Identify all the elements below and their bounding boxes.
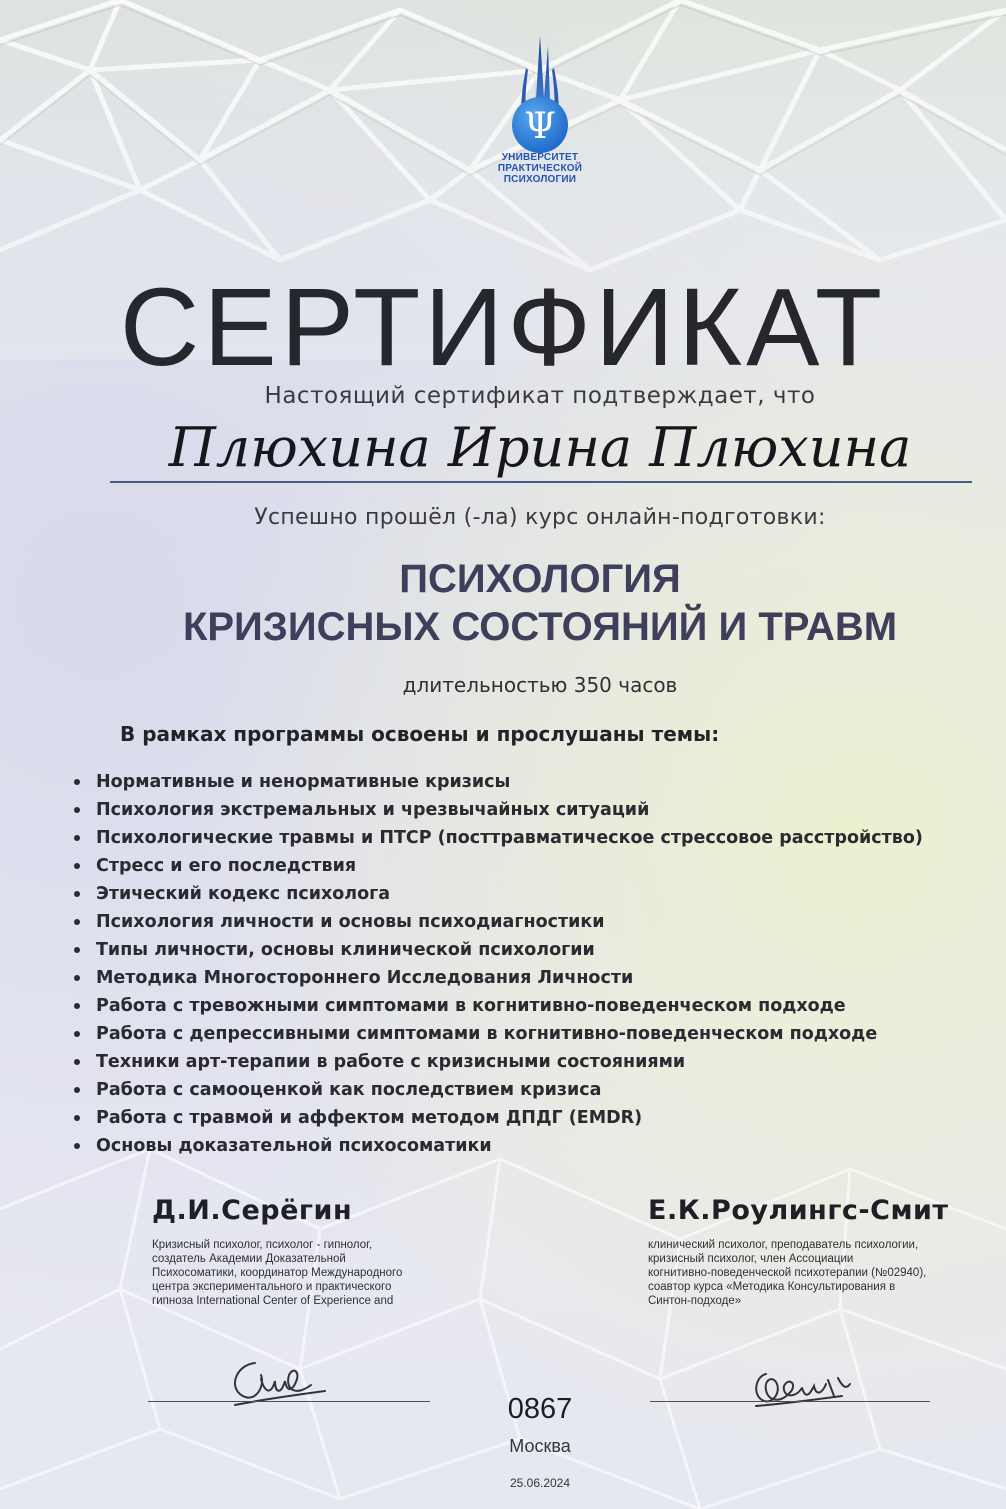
signer-right bbox=[648, 1195, 978, 1308]
signer-left-description bbox=[152, 1238, 462, 1308]
recipient-name: Плюхина Ирина Плюхина bbox=[168, 416, 912, 479]
signature-line-right bbox=[650, 1401, 930, 1402]
signature-right bbox=[742, 1360, 862, 1420]
topic-item: Основы доказательной психосоматики bbox=[74, 1132, 974, 1160]
university-name-line: ПРАКТИЧЕСКОЙ bbox=[497, 163, 583, 174]
course-title-line-2: КРИЗИСНЫХ СОСТОЯНИЙ И ТРАВМ bbox=[182, 605, 898, 649]
issue-city: Москва bbox=[509, 1436, 571, 1456]
topic-item: Типы личности, основы клинической психологии bbox=[74, 936, 974, 964]
topic-item: Техники арт-терапии в работе с кризисными состояниями bbox=[74, 1048, 974, 1076]
signer-right-description bbox=[648, 1238, 978, 1308]
topic-item: Работа с тревожными симптомами в когнитивно-поведенческом подходе bbox=[74, 992, 974, 1020]
topic-item: Нормативные и ненормативные кризисы bbox=[74, 768, 974, 796]
recipient-underline bbox=[110, 481, 972, 483]
topic-item: Стресс и его последствия bbox=[74, 852, 974, 880]
signer-left-desc-line: создатель Академии Доказательной bbox=[152, 1253, 346, 1265]
certificate-number: 0867 bbox=[507, 1393, 573, 1425]
signer-right-desc-line: соавтор курса «Методика Консультирования в bbox=[648, 1281, 896, 1293]
signer-right-name: Е.К.Роулингс-Смит bbox=[648, 1195, 949, 1226]
confirm-text: Настоящий сертификат подтверждает, что bbox=[264, 383, 816, 409]
signer-right-desc-line: когнитивно-поведенческой психотерапии (№02940), bbox=[648, 1267, 927, 1279]
signature-line-left bbox=[148, 1401, 430, 1402]
signer-left-desc-line: гипноза International Center of Experience and bbox=[152, 1295, 394, 1307]
topic-item: Этический кодекс психолога bbox=[74, 880, 974, 908]
course-title bbox=[0, 555, 1006, 651]
topic-item: Работа с травмой и аффектом методом ДПДГ (EMDR) bbox=[74, 1104, 974, 1132]
topic-item: Психологические травмы и ПТСР (посттравматическое стрессовое расстройство) bbox=[74, 824, 974, 852]
course-title-line-1: ПСИХОЛОГИЯ bbox=[399, 557, 681, 601]
issue-date: 25.06.2024 bbox=[509, 1476, 571, 1490]
signature-left bbox=[215, 1345, 335, 1415]
signer-left bbox=[152, 1195, 462, 1308]
topic-item: Работа с депрессивными симптомами в когнитивно-поведенческом подходе bbox=[74, 1020, 974, 1048]
logo-psi-symbol: Ψ bbox=[524, 106, 556, 147]
university-name-line: УНИВЕРСИТЕТ bbox=[501, 152, 579, 163]
topic-item: Работа с самооценкой как последствием кризиса bbox=[74, 1076, 974, 1104]
signer-right-desc-line: клинический психолог, преподаватель психологии, bbox=[648, 1239, 919, 1251]
signer-left-desc-line: Психосоматики, координатор Международного bbox=[152, 1267, 403, 1279]
signer-left-desc-line: центра экспериментального и практического bbox=[152, 1281, 392, 1293]
topic-item: Психология личности и основы психодиагностики bbox=[74, 908, 974, 936]
signer-right-desc-line: Синтон-подходе» bbox=[648, 1295, 742, 1307]
signer-left-desc-line: Кризисный психолог, психолог - гипнолог, bbox=[152, 1239, 373, 1251]
university-name-line: ПСИХОЛОГИИ bbox=[503, 174, 577, 185]
topic-item: Психология экстремальных и чрезвычайных ситуаций bbox=[74, 796, 974, 824]
university-name bbox=[470, 152, 610, 185]
certificate-title: СЕРТИФИКАТ bbox=[119, 266, 887, 389]
signer-right-desc-line: кризисный психолог, член Ассоциации bbox=[648, 1253, 854, 1265]
topic-item: Методика Многостороннего Исследования Личности bbox=[74, 964, 974, 992]
passed-course-text: Успешно прошёл (-ла) курс онлайн-подготовки: bbox=[254, 505, 826, 530]
course-duration: длительностью 350 часов bbox=[402, 673, 678, 697]
topics-heading: В рамках программы освоены и прослушаны темы: bbox=[120, 722, 720, 746]
topics-list bbox=[74, 768, 974, 1160]
signer-left-name: Д.И.Серёгин bbox=[152, 1195, 353, 1226]
